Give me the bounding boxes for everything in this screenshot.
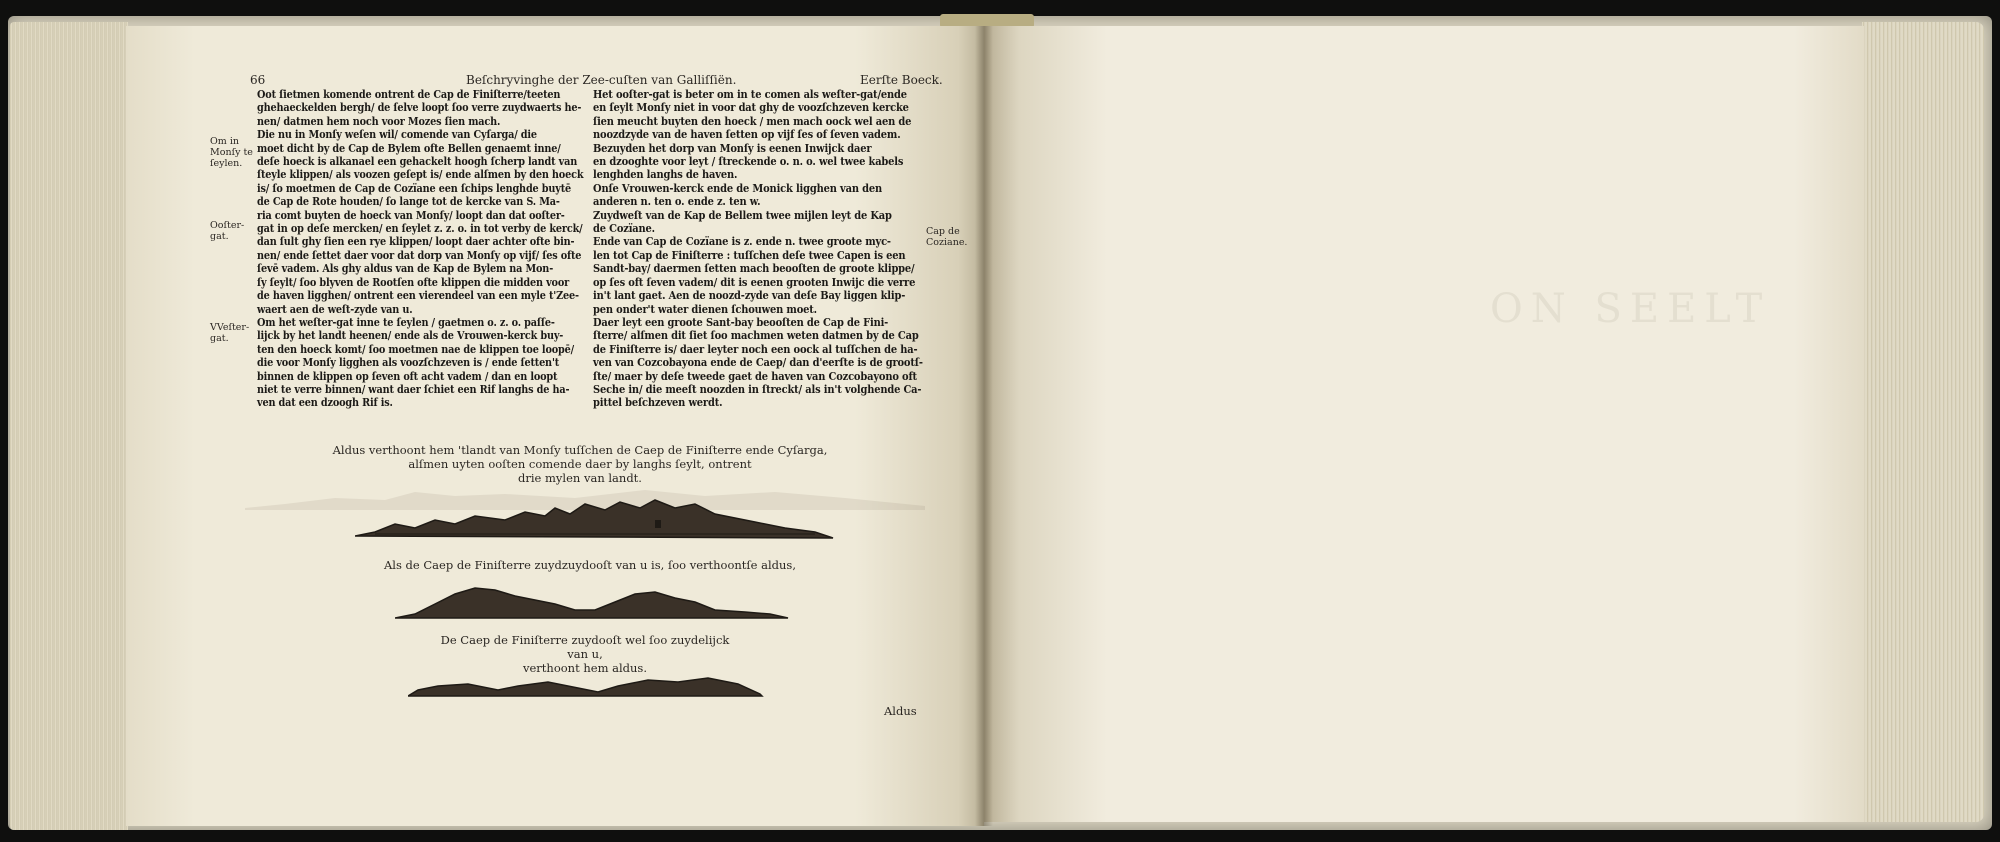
text-line: gat in op deſe mercken/ en ſeylet z. z. o. in tot verby de kerck/ [257, 221, 583, 236]
text-line: is/ ſo moetmen de Cap de Cozïane een ſchips lenghde buytē [257, 180, 572, 195]
text-line: op ſes oft ſeven vadem/ dit is eenen grooten Inwijc die verre [593, 274, 916, 289]
right-page [984, 26, 1864, 822]
show-through-text: ON SEELT [1490, 286, 1771, 332]
text-line: dan ſult ghy ſien een rye klippen/ loopt daer achter ofte bin- [257, 234, 575, 249]
illustration-caption: Als de Caep de Finiſterre zuydzuydooſt van u is, ſoo verthoontſe aldus, [384, 558, 796, 572]
text-line: en ſeylt Monſy niet in voor dat ghy de voozſchzeven kercke [593, 100, 909, 115]
text-line: lijck by het landt heenen/ ende als de Vrouwen-kerck buy- [257, 328, 564, 343]
text-line: de Cap de Rote houden/ ſo lange tot de kercke van S. Ma- [257, 194, 560, 209]
text-line: ſte/ maer by deſe tweede gaet de haven van Cozcobayono oft [593, 368, 917, 383]
text-line: ven van Cozcobayona ende de Caep/ dan d'eerſte is de grootſ- [593, 355, 923, 370]
text-line: pen onder't water dienen ſchouwen moet. [593, 301, 817, 316]
text-line: Die nu in Monſy weſen wil/ comende van Cyſarga/ die [257, 127, 537, 142]
text-line: ven dat een dzoogh Rif is. [257, 395, 393, 410]
page-number: 66 [250, 73, 266, 87]
text-line: nen/ datmen hem noch voor Mozes ſien mach. [257, 113, 501, 128]
caption-line: drie mylen van landt. [518, 471, 642, 485]
text-line: lenghden langhs de haven. [593, 167, 738, 182]
text-line: noozdzyde van de haven ſetten op vijf ſes of ſeven vadem. [593, 127, 901, 142]
text-line: moet dicht by de Cap de Bylem ofte Bellen genaemt inne/ [257, 140, 561, 155]
caption-line: alſmen uyten ooſten comende daer by langhs ſeylt, ontrent [408, 457, 752, 471]
margin-note: Ooſter-gat. [210, 220, 245, 242]
text-line: waert aen de weſt-zyde van u. [257, 301, 413, 316]
text-line: die voor Monſy ligghen als voozſchzeven is / ende ſetten't [257, 355, 560, 370]
text-line: Sandt-bay/ daermen ſetten mach beooſten de groote klippe/ [593, 261, 915, 276]
section-title: Eerſte Boeck. [860, 73, 943, 87]
text-line: ſien meucht buyten den hoeck / men mach oock wel aen de [593, 113, 912, 128]
text-line: Het ooſter-gat is beter om in te comen als weſter-gat/ende [593, 87, 907, 101]
text-line: ſteyle klippen/ als voozen geſept is/ ende alſmen by den hoeck [257, 167, 584, 182]
running-head: Beſchryvinghe der Zee-cuſten van Galliſſiën. [466, 73, 737, 87]
text-line: ſy ſeylt/ ſoo blyven de Rootſen ofte klippen die midden voor [257, 274, 570, 289]
text-line: binnen de klippen op ſeven oft acht vadem / dan en loopt [257, 368, 558, 383]
caption-line: De Caep de Finiſterre zuydooſt wel ſoo zuydelijck van u, [440, 633, 730, 661]
coastline-profile-1 [355, 494, 835, 544]
text-column-right [593, 88, 980, 410]
text-line: deſe hoeck is alkanael een gehackelt hoogh ſcherp landt van [257, 154, 578, 169]
coastline-profile-3 [408, 668, 764, 700]
text-column-left [257, 88, 647, 410]
text-line: Ende van Cap de Cozïane is z. ende n. twee groote myc- [593, 234, 891, 249]
text-line: ſterre/ alſmen dit ſiet ſoo machmen weten datmen by de Cap [593, 328, 919, 343]
text-line: Om het weſter-gat inne te ſeylen / gaetmen o. z. o. paſſe- [257, 314, 555, 329]
catchword: Aldus [884, 704, 917, 718]
text-line: niet te verre binnen/ want daer ſchiet een Rif langhs de ha- [257, 381, 570, 396]
margin-note: Om in Monſy te ſeylen. [210, 136, 253, 169]
coastline-profile-2 [395, 580, 790, 622]
text-line: Daer leyt een groote Sant-bay beooſten de Cap de Fini- [593, 314, 889, 329]
text-line: ghehaeckelden bergh/ de ſelve loopt ſoo verre zuydwaerts he- [257, 100, 582, 115]
text-line: anderen n. ten o. ende z. ten w. [593, 194, 761, 209]
text-line: ria comt buyten de hoeck van Monſy/ loopt dan dat ooſter- [257, 207, 565, 222]
left-page-edges [10, 22, 128, 830]
text-line: Onſe Vrouwen-kerck ende de Monick ligghen van den [593, 180, 883, 195]
margin-note: Cap de Coziane. [926, 226, 968, 248]
text-line: ſevē vadem. Als ghy aldus van de Kap de Bylem na Mon- [257, 261, 554, 276]
caption-line: verthoont hem aldus. [523, 661, 647, 675]
caption-line: Aldus verthoont hem 'tlandt van Monſy tuſſchen de Caep de Finiſterre ende Cyſarga, [332, 443, 828, 457]
text-line: de haven ligghen/ ontrent een vierendeel van een myle t'Zee- [257, 288, 579, 303]
illustration-caption [330, 443, 830, 485]
margin-note: VVeſter-gat. [210, 322, 250, 344]
text-line: de Cozïane. [593, 221, 655, 236]
right-page-edges [1862, 22, 1984, 822]
text-line: en dzooghte voor leyt / ſtreckende o. n. o. wel twee kabels [593, 154, 904, 169]
text-line: pittel beſchzeven werdt. [593, 395, 723, 410]
text-line: Zuydweſt van de Kap de Bellem twee mijlen leyt de Kap [593, 207, 892, 222]
text-line: de Finiſterre is/ daer leyter noch een oock al tuſſchen de ha- [593, 341, 918, 356]
text-line: Seche in/ die meeſt noozden in ſtreckt/ als in't volghende Ca- [593, 381, 922, 396]
text-line: nen/ ende ſettet daer voor dat dorp van Monſy op vijf/ ſes ofte [257, 247, 582, 262]
text-line: Bezuyden het dorp van Monſy is eenen Inwijck daer [593, 140, 872, 155]
text-line: in't lant gaet. Aen de noozd-zyde van deſe Bay liggen klip- [593, 288, 906, 303]
text-line: ten den hoeck komt/ ſoo moetmen nae de klippen toe loopē/ [257, 341, 575, 356]
text-line: Oot ſietmen komende ontrent de Cap de Finiſterre/teeten [257, 87, 561, 101]
text-line: len tot Cap de Finiſterre : tuſſchen deſe twee Capen is een [593, 247, 906, 262]
